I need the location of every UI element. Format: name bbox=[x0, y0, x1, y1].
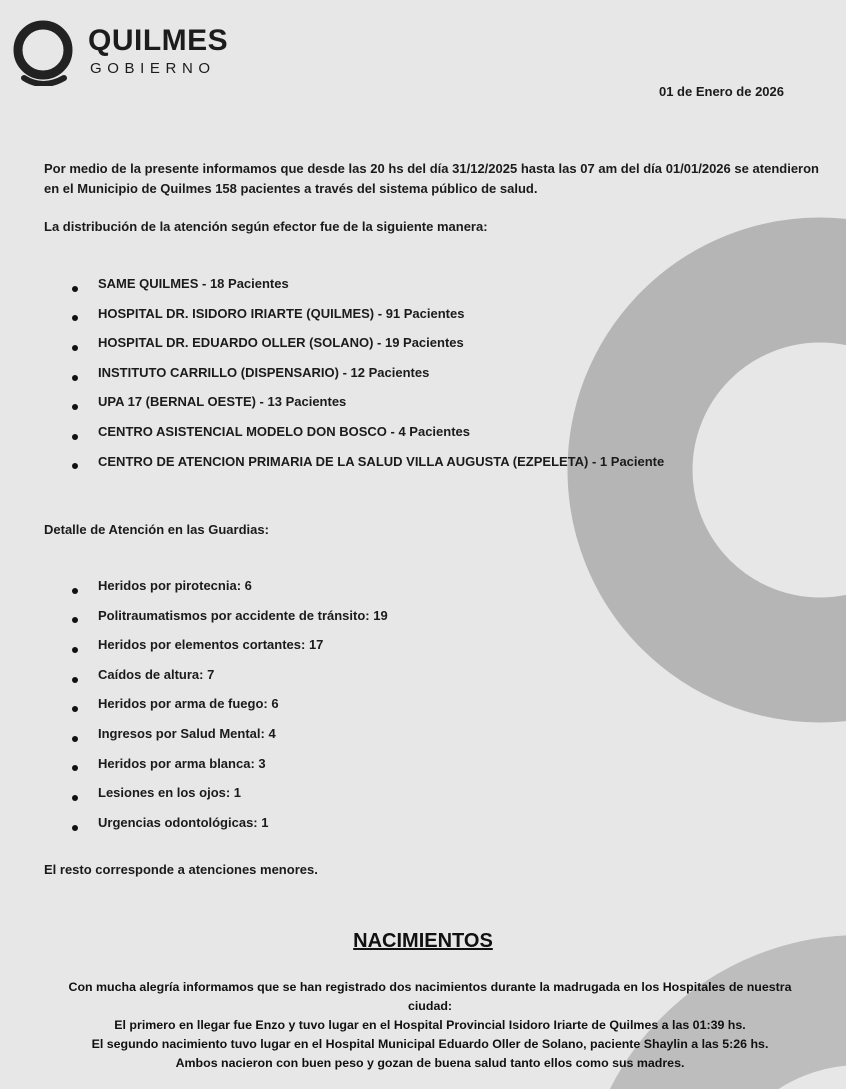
logo-name: QUILMES bbox=[88, 24, 229, 57]
list-item-text: Heridos por elementos cortantes: 17 bbox=[98, 637, 324, 653]
bullet-icon bbox=[72, 825, 78, 831]
nacimientos-line: Con mucha alegría informamos que se han registrado dos nacimientos durante la madrugada en los Hospitales de nuestra ciudad: bbox=[68, 980, 792, 1013]
nacimientos-line: El segundo nacimiento tuvo lugar en el Hospital Municipal Eduardo Oller de Solano, paciente Shaylin a las 5:26 hs. bbox=[91, 1037, 769, 1051]
document-date: 01 de Enero de 2026 bbox=[658, 84, 784, 99]
list-item-text: Politraumatismos por accidente de tránsito: 19 bbox=[98, 607, 388, 623]
bullet-icon bbox=[72, 736, 78, 742]
quilmes-logo bbox=[10, 20, 230, 90]
list-item bbox=[72, 392, 664, 422]
list-item-text: SAME QUILMES - 18 Pacientes bbox=[98, 276, 289, 291]
list-item-text: Caídos de altura: 7 bbox=[98, 666, 215, 682]
nacimientos-body bbox=[50, 978, 810, 1073]
guardias-list bbox=[72, 576, 388, 842]
resto-note: El resto corresponde a atenciones menores. bbox=[44, 862, 318, 877]
list-item-text: Heridos por pirotecnia: 6 bbox=[98, 578, 252, 593]
list-item bbox=[72, 665, 388, 695]
bullet-icon bbox=[72, 795, 78, 801]
patient-total: 158 pacientes bbox=[215, 181, 301, 196]
list-item bbox=[72, 813, 388, 843]
bullet-icon bbox=[72, 706, 78, 712]
list-item-text: HOSPITAL DR. ISIDORO IRIARTE (QUILMES) - 91 Pacientes bbox=[98, 305, 465, 321]
bullet-icon bbox=[72, 286, 78, 292]
bullet-icon bbox=[72, 315, 78, 321]
list-item-text: Urgencias odontológicas: 1 bbox=[98, 814, 269, 830]
bullet-icon bbox=[72, 617, 78, 623]
list-item bbox=[72, 724, 388, 754]
list-item bbox=[72, 576, 388, 606]
intro-paragraph bbox=[44, 159, 819, 199]
list-item-text: CENTRO ASISTENCIAL MODELO DON BOSCO - 4 Pacientes bbox=[98, 423, 470, 439]
list-item bbox=[72, 363, 664, 393]
list-item-text: HOSPITAL DR. EDUARDO OLLER (SOLANO) - 19 Pacientes bbox=[98, 335, 464, 351]
list-item bbox=[72, 333, 664, 363]
guardias-heading: Detalle de Atención en las Guardias: bbox=[44, 522, 269, 537]
bullet-icon bbox=[72, 463, 78, 469]
list-item bbox=[72, 754, 388, 784]
list-item bbox=[72, 422, 664, 452]
list-item bbox=[72, 783, 388, 813]
list-item-text: Ingresos por Salud Mental: 4 bbox=[98, 725, 276, 741]
intro-text-end: a través del sistema público de salud. bbox=[300, 181, 538, 196]
bullet-icon bbox=[72, 588, 78, 594]
nacimientos-title: NACIMIENTOS bbox=[353, 930, 493, 952]
list-item bbox=[72, 606, 388, 636]
list-item-text: UPA 17 (BERNAL OESTE) - 13 Pacientes bbox=[98, 394, 347, 410]
bullet-icon bbox=[72, 765, 78, 771]
list-item bbox=[72, 274, 664, 304]
bullet-icon bbox=[72, 345, 78, 351]
list-item bbox=[72, 635, 388, 665]
bullet-icon bbox=[72, 375, 78, 381]
intro-text-start: Por medio de la presente informamos que desde las 20 hs del día 31/12/2025 hasta las 07 am del día 01/01/2026 se atendieron en el Municipio de Quilmes bbox=[44, 161, 819, 196]
list-item-text: CENTRO DE ATENCION PRIMARIA DE LA SALUD VILLA AUGUSTA (EZPELETA) - 1 Paciente bbox=[98, 453, 665, 469]
nacimientos-line: El primero en llegar fue Enzo y tuvo lugar en el Hospital Provincial Isidoro Iriarte de Quilmes a las 01:39 hs. bbox=[114, 1018, 746, 1032]
list-item bbox=[72, 694, 388, 724]
bullet-icon bbox=[72, 647, 78, 653]
efectores-list bbox=[72, 274, 664, 481]
list-item-text: Heridos por arma blanca: 3 bbox=[98, 755, 266, 771]
list-item-text: Lesiones en los ojos: 1 bbox=[98, 785, 242, 801]
quilmes-q-icon bbox=[10, 20, 80, 86]
bullet-icon bbox=[72, 404, 78, 410]
logo-subtitle: GOBIERNO bbox=[90, 60, 216, 77]
distribution-heading: La distribución de la atención según efector fue de la siguiente manera: bbox=[44, 219, 488, 234]
bullet-icon bbox=[72, 434, 78, 440]
list-item bbox=[72, 304, 664, 334]
nacimientos-line: Ambos nacieron con buen peso y gozan de buena salud tanto ellos como sus madres. bbox=[175, 1056, 685, 1070]
list-item-text: Heridos por arma de fuego: 6 bbox=[98, 696, 279, 712]
list-item bbox=[72, 452, 664, 482]
list-item-text: INSTITUTO CARRILLO (DISPENSARIO) - 12 Pacientes bbox=[98, 364, 430, 380]
bullet-icon bbox=[72, 677, 78, 683]
